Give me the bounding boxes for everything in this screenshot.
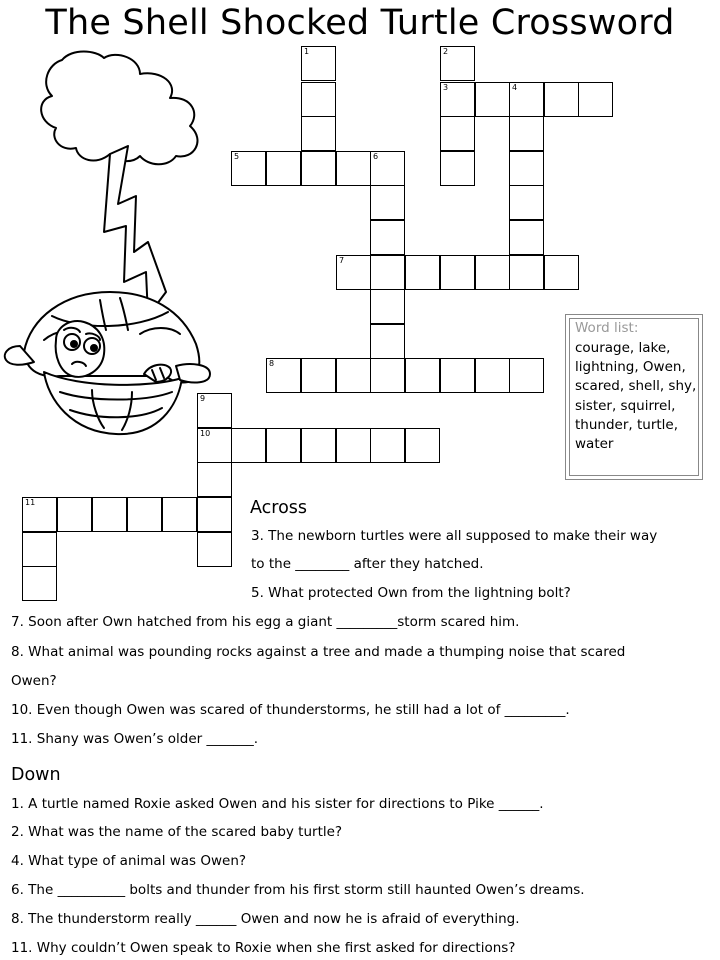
clue-number: 8 <box>269 359 275 368</box>
down-clue-1: 1. A turtle named Roxie asked Owen and his sister for directions to Pike ______. <box>11 796 544 812</box>
page-title: The Shell Shocked Turtle Crossword <box>45 3 675 43</box>
word-list-words: courage, lake, lightning, Owen, scared, shell, shy, sister, squirrel, thunder, turtle, water <box>575 340 697 453</box>
crossword-cell[interactable] <box>301 428 336 463</box>
crossword-cell[interactable] <box>544 255 579 290</box>
across-clue-8: 8. What animal was pounding rocks against a tree and made a thumping noise that scared <box>11 644 626 660</box>
crossword-cell[interactable] <box>509 185 544 220</box>
crossword-cell[interactable] <box>475 255 510 290</box>
crossword-cell[interactable] <box>509 116 544 151</box>
crossword-cell[interactable] <box>197 497 232 532</box>
crossword-cell[interactable] <box>301 358 336 393</box>
clue-number: 1 <box>304 47 310 56</box>
crossword-cell[interactable] <box>127 497 162 532</box>
clue-number: 6 <box>373 152 379 161</box>
crossword-cell[interactable] <box>301 116 336 151</box>
crossword-cell[interactable] <box>370 324 405 359</box>
across-heading: Across <box>250 498 308 518</box>
crossword-cell[interactable] <box>405 428 440 463</box>
crossword-cell[interactable] <box>57 497 92 532</box>
down-clue-11: 11. Why couldn’t Owen speak to Roxie when she first asked for directions? <box>11 940 516 956</box>
crossword-cell[interactable] <box>22 532 57 567</box>
crossword-cell[interactable] <box>370 289 405 324</box>
down-heading: Down <box>11 765 61 785</box>
crossword-cell[interactable] <box>301 151 336 186</box>
crossword-cell[interactable] <box>301 82 336 117</box>
clue-number: 2 <box>443 47 449 56</box>
crossword-cell[interactable] <box>336 255 371 290</box>
crossword-cell[interactable] <box>197 393 232 428</box>
crossword-cell[interactable] <box>405 358 440 393</box>
across-clue-7: 7. Soon after Own hatched from his egg a giant _________storm scared him. <box>11 614 520 630</box>
clue-number: 11 <box>25 498 36 507</box>
clue-number: 4 <box>512 83 518 92</box>
clue-number: 10 <box>200 429 211 438</box>
crossword-cell[interactable] <box>440 82 475 117</box>
across-clue-10: 10. Even though Owen was scared of thunderstorms, he still had a lot of _________. <box>11 702 570 718</box>
clue-number: 7 <box>339 256 345 265</box>
crossword-cell[interactable] <box>440 358 475 393</box>
crossword-cell[interactable] <box>370 255 405 290</box>
crossword-cell[interactable] <box>92 497 127 532</box>
word-list-box <box>565 314 703 480</box>
crossword-cell[interactable] <box>405 255 440 290</box>
word-list-title: Word list: <box>575 320 639 336</box>
crossword-cell[interactable] <box>197 532 232 567</box>
crossword-cell[interactable] <box>475 358 510 393</box>
across-clue-3-cont: to the ________ after they hatched. <box>251 556 484 572</box>
crossword-cell[interactable] <box>266 358 301 393</box>
crossword-cell[interactable] <box>475 82 510 117</box>
crossword-cell[interactable] <box>440 116 475 151</box>
crossword-cell[interactable] <box>301 46 336 81</box>
crossword-cell[interactable] <box>544 82 579 117</box>
crossword-cell[interactable] <box>336 358 371 393</box>
clue-number: 5 <box>234 152 240 161</box>
crossword-cell[interactable] <box>22 566 57 601</box>
crossword-cell[interactable] <box>162 497 197 532</box>
crossword-cell[interactable] <box>578 82 613 117</box>
crossword-cell[interactable] <box>370 151 405 186</box>
crossword-cell[interactable] <box>336 151 371 186</box>
crossword-cell[interactable] <box>370 220 405 255</box>
crossword-cell[interactable] <box>509 255 544 290</box>
crossword-cell[interactable] <box>509 151 544 186</box>
crossword-cell[interactable] <box>440 255 475 290</box>
crossword-cell[interactable] <box>266 428 301 463</box>
crossword-cell[interactable] <box>440 151 475 186</box>
crossword-cell[interactable] <box>440 46 475 81</box>
across-clue-11: 11. Shany was Owen’s older _______. <box>11 731 259 747</box>
across-clue-8-cont: Owen? <box>11 673 57 689</box>
crossword-cell[interactable] <box>509 82 544 117</box>
across-clue-5: 5. What protected Own from the lightning bolt? <box>251 585 571 601</box>
down-clue-6: 6. The __________ bolts and thunder from his first storm still haunted Owen’s dreams. <box>11 882 585 898</box>
down-clue-8: 8. The thunderstorm really ______ Owen and now he is afraid of everything. <box>11 911 520 927</box>
crossword-cell[interactable] <box>509 358 544 393</box>
crossword-cell[interactable] <box>266 151 301 186</box>
crossword-cell[interactable] <box>370 428 405 463</box>
crossword-cell[interactable] <box>22 497 57 532</box>
across-clue-3: 3. The newborn turtles were all supposed to make their way <box>251 528 658 544</box>
crossword-cell[interactable] <box>370 185 405 220</box>
crossword-cell[interactable] <box>336 428 371 463</box>
crossword-cell[interactable] <box>231 151 266 186</box>
crossword-cell[interactable] <box>231 428 266 463</box>
clue-number: 9 <box>200 394 206 403</box>
down-clue-4: 4. What type of animal was Owen? <box>11 853 247 869</box>
crossword-cell[interactable] <box>509 220 544 255</box>
crossword-cell[interactable] <box>197 462 232 497</box>
crossword-cell[interactable] <box>197 428 232 463</box>
clue-number: 3 <box>443 83 449 92</box>
down-clue-2: 2. What was the name of the scared baby turtle? <box>11 824 343 840</box>
crossword-cell[interactable] <box>370 358 405 393</box>
